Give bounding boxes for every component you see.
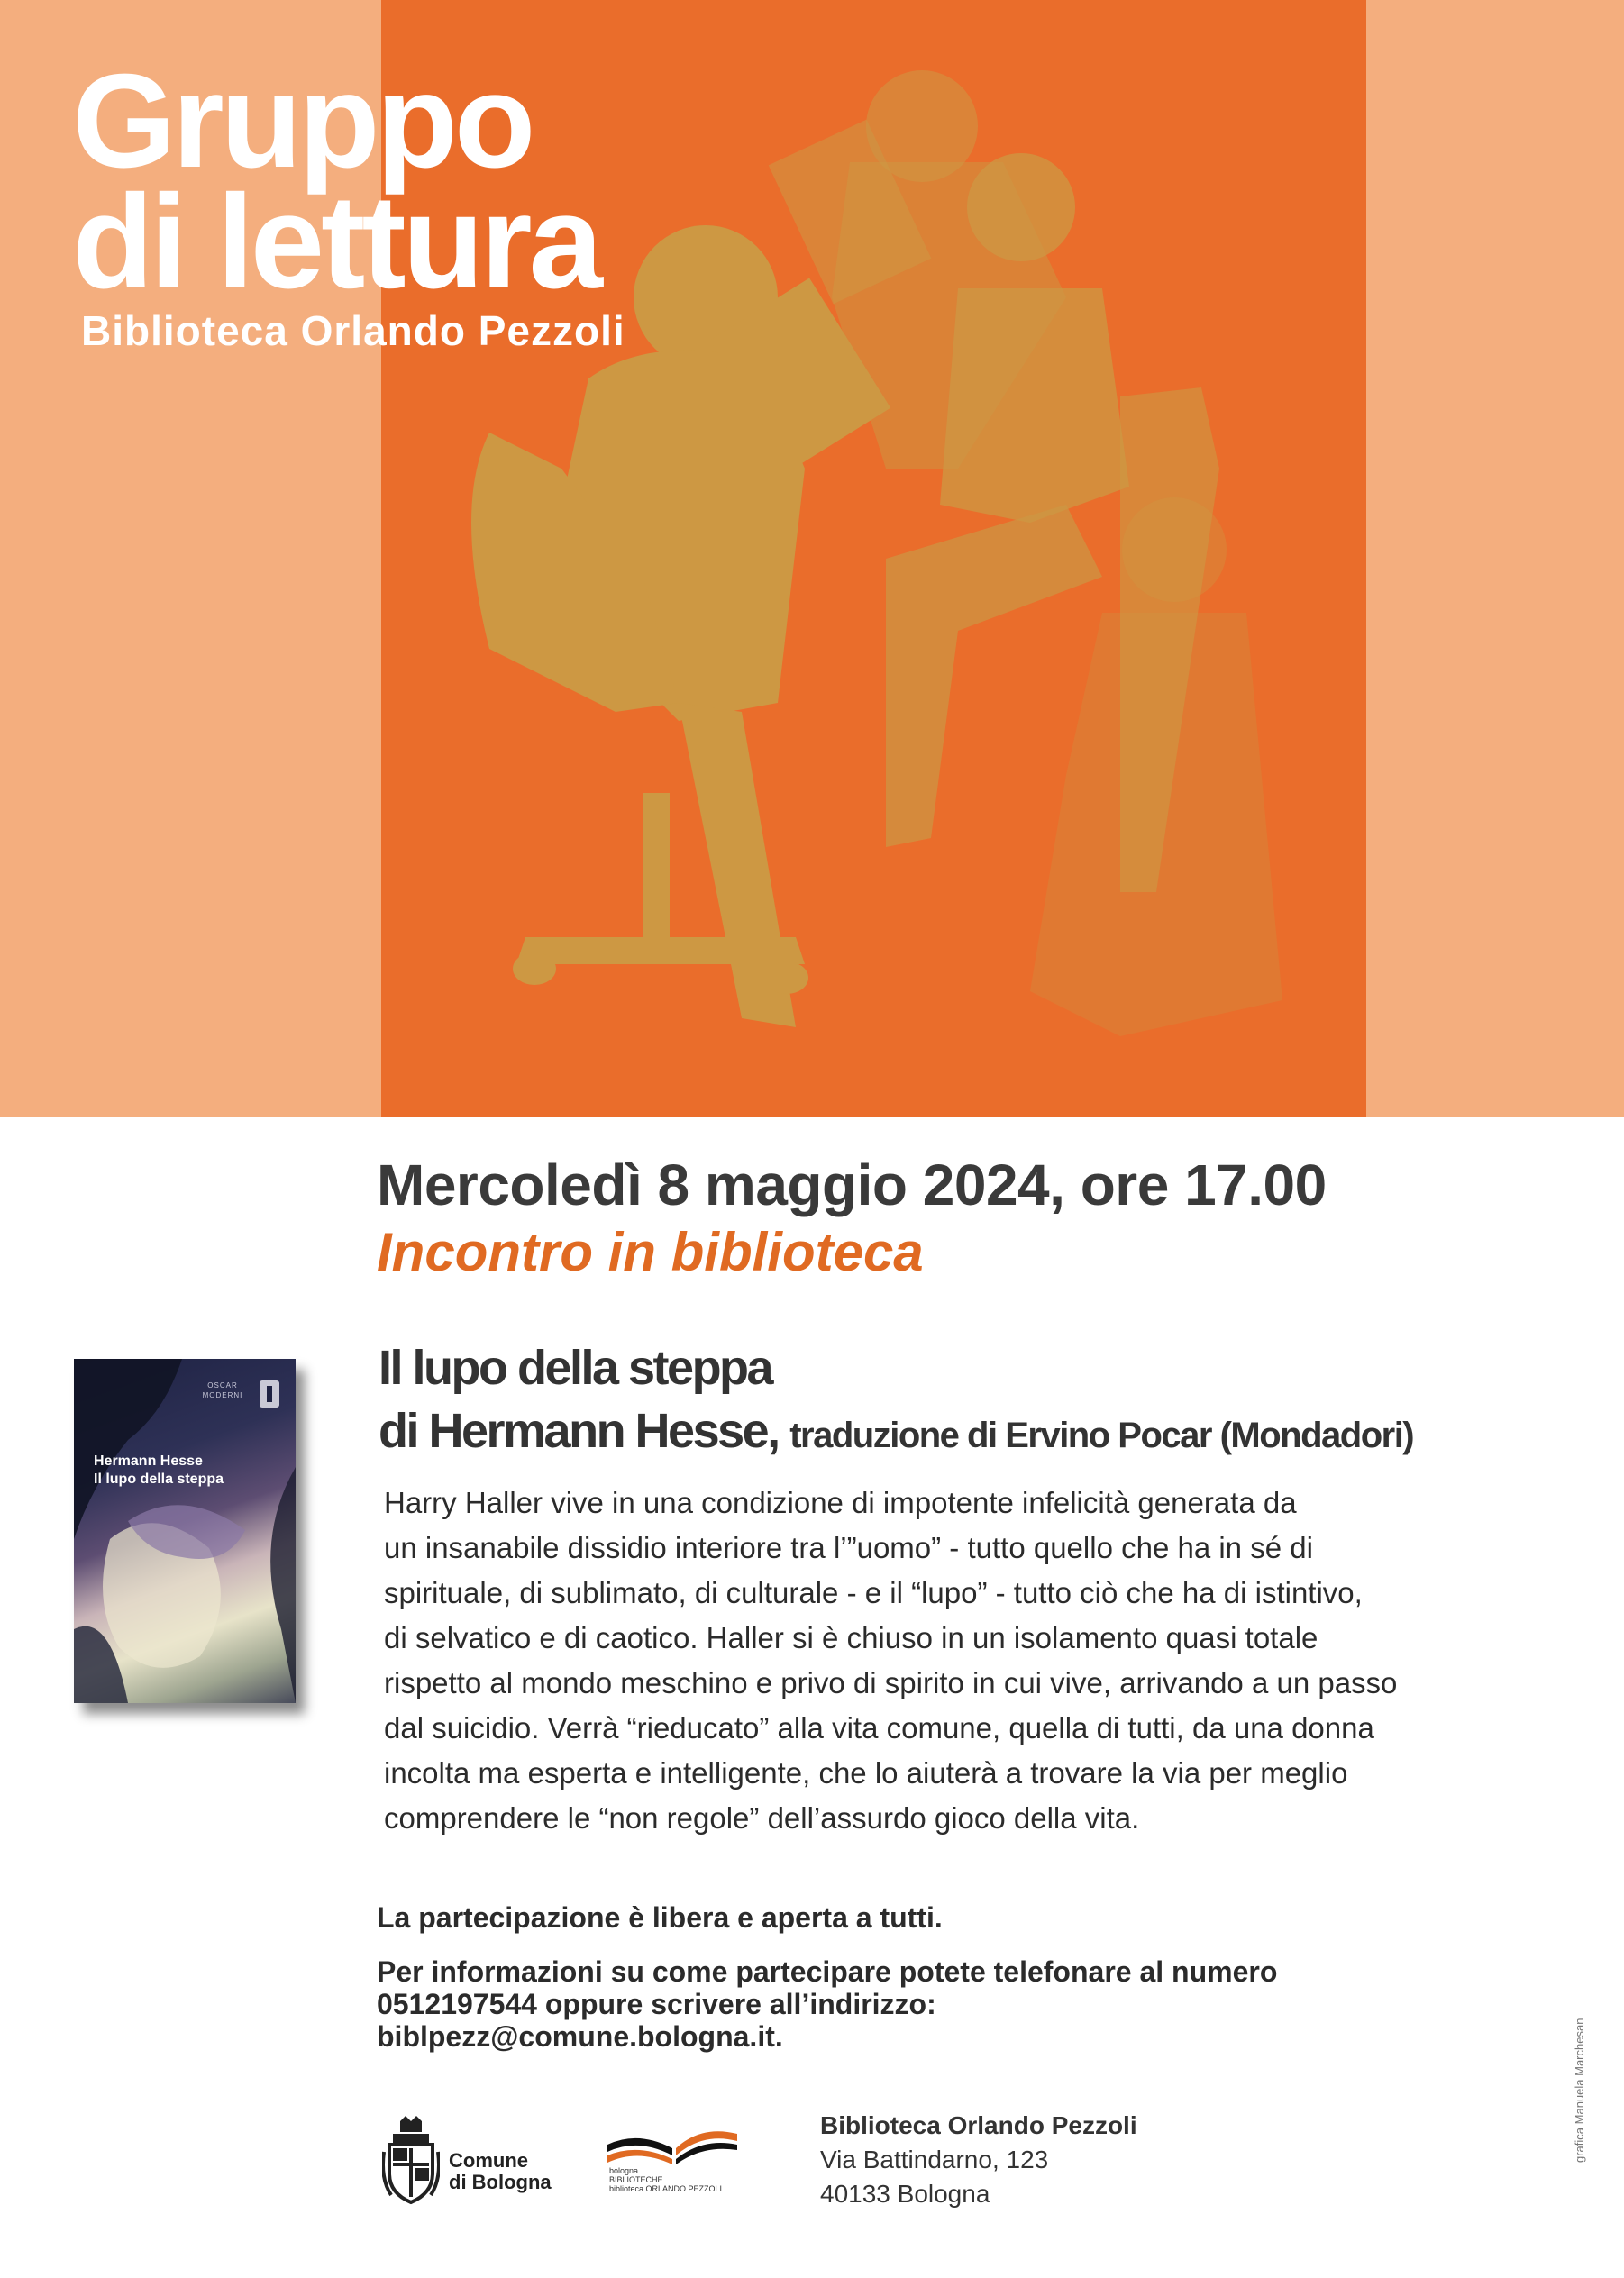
book-cover-image	[74, 1359, 296, 1703]
cover-series-line-2: MODERNI	[202, 1391, 243, 1399]
biblio-logo-line-3: biblioteca ORLANDO PEZZOLI	[609, 2184, 723, 2193]
biblioteche-logo-text	[609, 2166, 722, 2193]
comune-di-bologna-logo-text	[449, 2150, 552, 2193]
graphic-credit: grafica Manuela Marchesan	[1573, 2018, 1586, 2163]
contact-line-2: 0512197544 oppure scrivere all’indirizzo:	[377, 1988, 936, 2020]
address-street: Via Battindarno, 123	[820, 2146, 1049, 2173]
contact-line-1: Per informazioni su come partecipare potete telefonare al numero	[377, 1955, 1278, 1988]
bologna-biblioteche-book-icon	[602, 2118, 746, 2208]
library-address	[820, 2109, 1137, 2211]
description-line: di selvatico e di caotico. Haller si è chiuso in un isolamento quasi totale	[384, 1621, 1318, 1654]
comune-di-bologna-crest-icon	[382, 2116, 440, 2206]
event-type: Incontro in biblioteca	[377, 1222, 924, 1282]
description-line: un insanabile dissidio interiore tra l’”uomo” - tutto quello che ha in sé di	[384, 1531, 1313, 1564]
title-line-2: di lettura	[72, 168, 599, 316]
book-author: di Hermann Hesse,	[379, 1404, 779, 1458]
address-city: 40133 Bologna	[820, 2180, 990, 2208]
book-description	[384, 1481, 1420, 1841]
cover-author: Hermann Hesse	[94, 1453, 203, 1469]
cover-series-line-1: OSCAR	[207, 1381, 238, 1390]
book-author-line	[379, 1404, 1413, 1462]
event-date: Mercoledì 8 maggio 2024, ore 17.00	[377, 1153, 1327, 1217]
address-name: Biblioteca Orlando Pezzoli	[820, 2111, 1137, 2139]
title-line-1: Gruppo	[72, 47, 533, 196]
description-line: dal suicidio. Verrà “rieducato” alla vita comune, quella di tutti, da una donna	[384, 1711, 1374, 1745]
comune-line-1: Comune	[449, 2149, 528, 2172]
biblio-logo-line-1: bologna	[609, 2166, 639, 2175]
description-line: Harry Haller vive in una condizione di impotente infelicità generata da	[384, 1486, 1297, 1519]
cover-title: Il lupo della steppa	[94, 1472, 224, 1487]
contact-email[interactable]: biblpezz@comune.bologna.it.	[377, 2020, 783, 2053]
book-translation: traduzione di Ervino Pocar (Mondadori)	[789, 1416, 1414, 1455]
library-subtitle: Biblioteca Orlando Pezzoli	[81, 307, 625, 354]
description-line: incolta ma esperta e intelligente, che lo aiuterà a trovare la via per meglio	[384, 1756, 1348, 1790]
comune-line-2: di Bologna	[449, 2171, 552, 2193]
description-line: rispetto al mondo meschino e privo di spirito in cui vive, arrivando a un passo	[384, 1666, 1398, 1699]
cover-series-label	[191, 1380, 254, 1400]
description-line: spirituale, di sublimato, di culturale - e il “lupo” - tutto ciò che ha di istintivo,	[384, 1576, 1363, 1609]
description-line: comprendere le “non regole” dell’assurdo gioco della vita.	[384, 1801, 1140, 1835]
cover-artwork	[74, 1359, 296, 1703]
oscar-logo-icon	[260, 1380, 279, 1408]
book-title: Il lupo della steppa	[379, 1341, 772, 1395]
page-title	[72, 47, 599, 316]
biblio-logo-line-2: BIBLIOTECHE	[609, 2175, 663, 2184]
contact-info	[377, 1955, 1277, 2053]
participation-note: La partecipazione è libera e aperta a tutti.	[377, 1901, 943, 1934]
